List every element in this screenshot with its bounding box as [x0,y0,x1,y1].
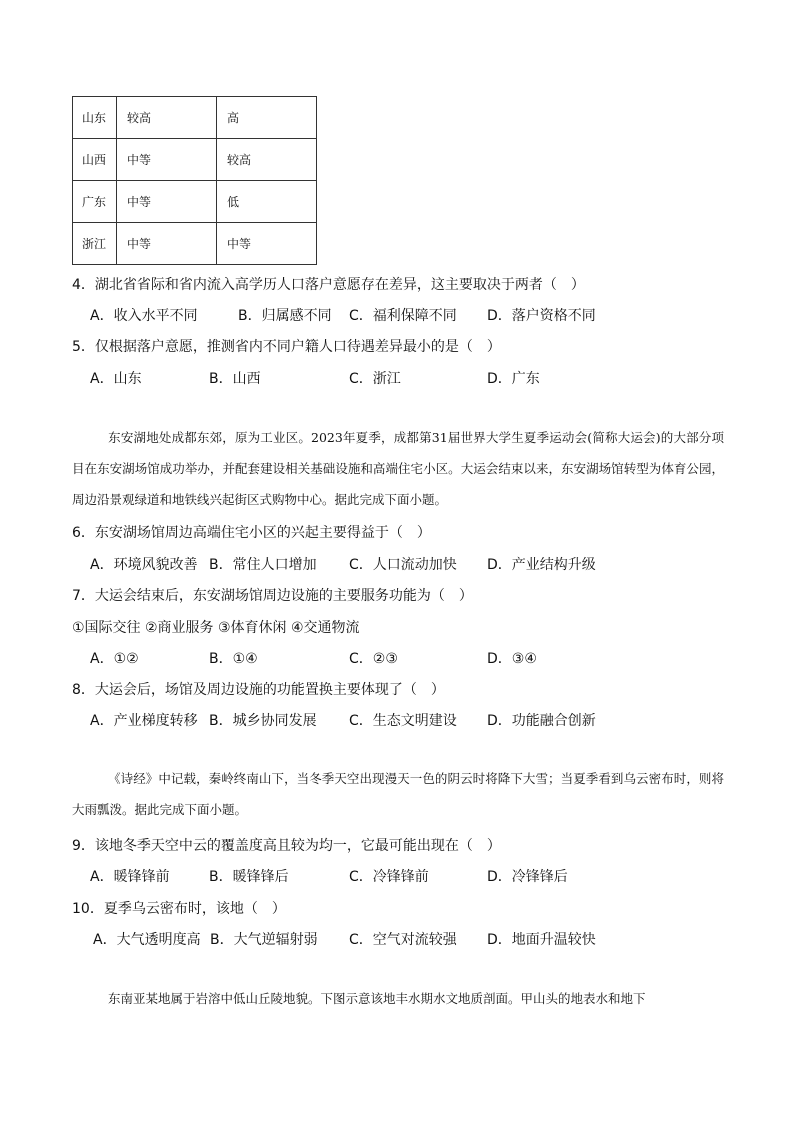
passage-3-text: 东南亚某地属于岩溶中低山丘陵地貌。下图示意该地丰水期水文地质剖面。甲山头的地表水和地下 [108,991,646,1006]
option-b: B．暖锋锋后 [209,869,289,885]
data-table [72,96,317,265]
question-6-stem: 6．东安湖场馆周边高端住宅小区的兴起主要得益于（ ） [72,525,431,541]
table-cell: 山东 [73,97,117,139]
option-a: A．①② [90,651,139,667]
question-10-stem: 10．夏季乌云密布时，该地（ ） [72,901,286,917]
table-cell: 浙江 [73,223,117,265]
option-a: A．环境风貌改善 [90,557,198,573]
option-a: A．暖锋锋前 [90,869,170,885]
option-d: D．冷锋锋后 [487,869,568,885]
table-cell: 中等 [217,223,317,265]
table-cell: 高 [217,97,317,139]
table-row [73,181,317,223]
table-cell: 中等 [117,181,217,223]
option-d: D．③④ [487,651,537,667]
option-c: C．人口流动加快 [349,557,457,573]
passage-2-text: 《诗经》中记载，秦岭终南山下，当冬季天空出现漫天一色的阴云时将降下大雪；当夏季看到乌云密布时，则将大雨瓢泼。据此完成下面小题。 [72,771,724,817]
passage-3 [72,983,724,1014]
option-a: A．山东 [90,371,142,387]
question-7-items: ①国际交往 ②商业服务 ③体育休闲 ④交通物流 [72,620,360,636]
option-d: D．落户资格不同 [487,308,596,324]
option-d: D．功能融合创新 [487,713,596,729]
option-c: C．空气对流较强 [349,932,457,948]
option-c: C．生态文明建设 [349,713,457,729]
option-d: D．地面升温较快 [487,932,596,948]
question-7-stem: 7．大运会结束后，东安湖场馆周边设施的主要服务功能为（ ） [72,588,473,604]
option-d: D．产业结构升级 [487,557,596,573]
table-cell: 广东 [73,181,117,223]
question-5-stem: 5．仅根据落户意愿，推测省内不同户籍人口待遇差异最小的是（ ） [72,339,501,355]
question-9-stem: 9．该地冬季天空中云的覆盖度高且较为均一，它最可能出现在（ ） [72,838,501,854]
option-c: C．冷锋锋前 [349,869,429,885]
table-cell: 中等 [117,139,217,181]
option-b: B．①④ [209,651,258,667]
table-cell: 山西 [73,139,117,181]
table-row [73,139,317,181]
option-b: B．归属感不同 [238,308,332,324]
option-c: C．浙江 [349,371,401,387]
option-b: B．常住人口增加 [209,557,317,573]
option-b: B．大气逆辐射弱 [210,932,318,948]
table-row [73,97,317,139]
option-d: D．广东 [487,371,540,387]
question-8-stem: 8．大运会后，场馆及周边设施的功能置换主要体现了（ ） [72,682,445,698]
option-a: A．大气透明度高 [93,932,201,948]
option-a: A．产业梯度转移 [90,713,198,729]
option-c: C．②③ [349,651,398,667]
passage-2 [72,763,724,825]
table-cell: 中等 [117,223,217,265]
passage-1-text: 东安湖地处成都东郊，原为工业区。2023年夏季，成都第31届世界大学生夏季运动会(简称大运会)的大部分项目在东安湖场馆成功举办，并配套建设相关基础设施和高端住宅小区。大运会结束以来，东安湖场馆转型为体育公园，周边沿景观绿道和地铁线兴起街区式购物中心。据此完成下面小题。 [72,430,724,507]
question-4-stem: 4．湖北省省际和省内流入高学历人口落户意愿存在差异，这主要取决于两者（ ） [72,277,585,293]
option-a: A．收入水平不同 [90,308,198,324]
option-b: B．山西 [209,371,261,387]
passage-1 [72,422,724,515]
option-b: B．城乡协同发展 [209,713,317,729]
table-cell: 较高 [117,97,217,139]
table-cell: 较高 [217,139,317,181]
option-c: C．福利保障不同 [349,308,457,324]
table-cell: 低 [217,181,317,223]
table-row [73,223,317,265]
